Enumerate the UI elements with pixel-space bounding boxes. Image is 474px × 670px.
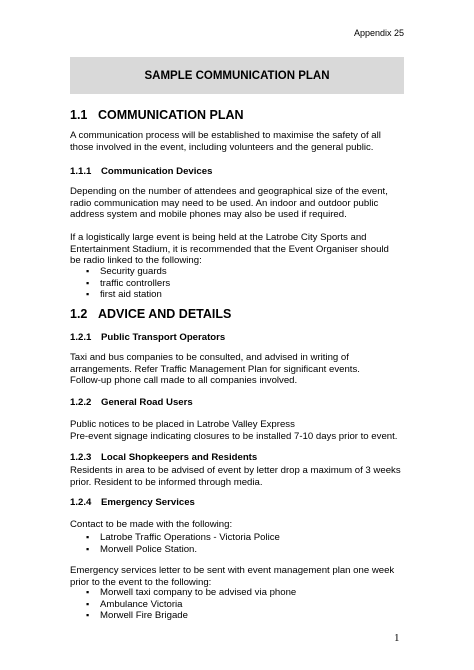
subsection-title: Public Transport Operators	[101, 332, 226, 343]
subsection-title: Emergency Services	[101, 497, 195, 508]
subsection-title: General Road Users	[101, 397, 193, 408]
paragraph-line: Emergency services letter to be sent with event management plan one week	[70, 565, 395, 576]
paragraph-line: prior. Resident to be informed through media.	[70, 476, 263, 488]
intro-paragraph	[70, 130, 410, 153]
subsection-number: 1.2.4	[70, 497, 92, 508]
paragraph-line: Public notices to be placed in Latrobe Valley Express	[70, 419, 295, 430]
list-item: ▪ Latrobe Traffic Operations - Victoria Police	[86, 532, 280, 544]
residents-paragraph	[70, 465, 410, 488]
paragraph-line: address system and mobile phones may also be used if required.	[70, 209, 347, 220]
paragraph-line: Entertainment Stadium, it is recommended that the Event Organiser should	[70, 243, 389, 255]
paragraph-line: be radio linked to the following:	[70, 255, 202, 266]
subsection-title: Local Shopkeepers and Residents	[101, 452, 258, 463]
subsection-heading-1-2-3	[70, 452, 257, 463]
subsection-heading-1-2-4	[70, 497, 195, 508]
paragraph-line: If a logistically large event is being held at the Latrobe City Sports and	[70, 232, 367, 243]
banner-title: SAMPLE COMMUNICATION PLAN	[144, 69, 330, 82]
list-item: ▪ Morwell Fire Brigade	[86, 610, 296, 622]
list-item: ▪ Ambulance Victoria	[86, 599, 296, 611]
list-item: ▪ Morwell Police Station.	[86, 544, 280, 556]
title-banner	[70, 57, 404, 94]
section-heading-1-1	[70, 108, 244, 122]
devices-paragraph	[70, 186, 410, 221]
stadium-paragraph	[70, 232, 410, 267]
transport-paragraph	[70, 352, 410, 387]
paragraph-line: Follow-up phone call made to all companies involved.	[70, 375, 298, 386]
radio-link-list	[86, 266, 170, 301]
contact-list	[86, 532, 280, 555]
list-item: ▪ Morwell taxi company to be advised via phone	[86, 587, 296, 599]
letter-recipient-list	[86, 587, 296, 622]
subsection-number: 1.2.2	[70, 397, 92, 408]
subsection-number: 1.2.1	[70, 332, 92, 343]
section-title: COMMUNICATION PLAN	[98, 108, 244, 122]
paragraph-line: Residents in area to be advised of event by letter drop a maximum of 3 weeks	[70, 465, 401, 476]
paragraph-line: Contact to be made with the following:	[70, 519, 233, 530]
subsection-number: 1.2.3	[70, 452, 92, 463]
road-users-paragraph	[70, 419, 410, 442]
letter-paragraph	[70, 565, 410, 588]
subsection-number: 1.1.1	[70, 166, 92, 177]
contact-paragraph	[70, 519, 410, 531]
paragraph-line: Taxi and bus companies to be consulted, and advised in writing of	[70, 352, 349, 363]
list-item: ▪ Security guards	[86, 266, 170, 278]
paragraph-line: those involved in the event, including volunteers and the general public.	[70, 141, 374, 153]
section-title: ADVICE AND DETAILS	[98, 307, 232, 321]
subsection-title: Communication Devices	[101, 166, 213, 177]
section-number: 1.2	[70, 307, 88, 321]
subsection-heading-1-1-1	[70, 166, 212, 177]
list-item: ▪ first aid station	[86, 289, 170, 301]
list-item: ▪ traffic controllers	[86, 278, 170, 290]
paragraph-line: radio communication may need to be used. An indoor and outdoor public	[70, 197, 379, 209]
section-number: 1.1	[70, 108, 88, 122]
paragraph-line: arrangements. Refer Traffic Management Plan for significant events.	[70, 363, 360, 375]
paragraph-line: Depending on the number of attendees and geographical size of the event,	[70, 186, 388, 197]
paragraph-line: Pre-event signage indicating closures to be installed 7-10 days prior to event.	[70, 430, 398, 442]
appendix-label: Appendix 25	[353, 28, 404, 38]
paragraph-line: A communication process will be established to maximise the safety of all	[70, 130, 381, 141]
subsection-heading-1-2-2	[70, 397, 193, 408]
section-heading-1-2	[70, 307, 231, 321]
paragraph-line: prior to the event to the following:	[70, 576, 212, 588]
page-number: 1	[394, 632, 400, 644]
subsection-heading-1-2-1	[70, 332, 225, 343]
